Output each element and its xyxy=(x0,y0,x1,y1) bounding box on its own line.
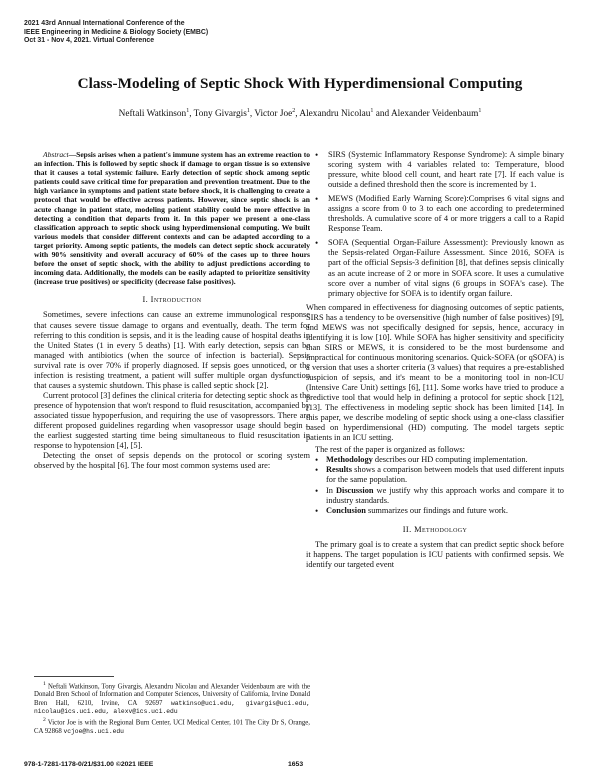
abstract-text: —Sepsis arises when a patient's immune system has an extreme reaction to an infection. This is followed by septic shock if damage to organ tissue is so extensive that it causes a total systemic failure. Early detection of septic shock among septic patients could save critical time for preparation and prevention treatment. Due to the high variance in symptoms and patient state before shock, it is challenging to create a protocol that would be effective across patients. However, since septic shock is an acute change in patient state, modeling patient stability could be more effective in detecting a condition that departs from it. In this paper we present a one-class classification approach to septic shock using hyperdimensional computing. We built various models that consider different contexts and can be adapted according to a target priority. Among septic patients, the models can detect septic shock accurately with 90% sensitivity and overall accuracy of 60% of the cases up to three hours before the onset of septic shock, with the ability to adjust predictions according to incoming data. Additionally, the models can be easily adapted to prioritize sensitivity (increase true positives) or specificity (decrease false positives). xyxy=(34,150,310,287)
author-affiliation-mark: 1 xyxy=(370,108,374,114)
section-number: I. xyxy=(142,295,149,305)
footnote-1 xyxy=(34,680,310,716)
footnote-2-email: vcjoe@hs.uci.edu xyxy=(63,727,124,735)
section-heading-introduction xyxy=(34,295,310,305)
author-affiliation-mark: 2 xyxy=(292,108,296,114)
list-item-prefix: In xyxy=(326,485,336,495)
footnote-divider xyxy=(34,676,114,677)
conference-line-3: Oct 31 - Nov 4, 2021. Virtual Conference xyxy=(24,37,155,45)
author-list: Neftali Watkinson$^1$, Tony Givargis$^1$, Victor Joe$^2$, Alexandru Nicolau$^1$ and Alexander Veidenbaum$^1$ xyxy=(118,108,482,120)
author-affiliation-mark: 1 xyxy=(246,108,250,114)
list-item xyxy=(306,506,564,516)
organization-intro: The rest of the paper is organized as follows: xyxy=(315,445,465,455)
conference-line-2: IEEE Engineering in Medicine & Biology Society (EMBC) xyxy=(24,28,209,36)
list-item-text: summarizes our findings and future work. xyxy=(365,505,508,515)
footnote-1-text: Neftali Watkinson, Tony Givargis, Alexandru Nicolau and Alexander Veidenbaum are with the Donald Bren School of Information and Computer Sciences, University of California, Irvine Donald Bren Hall, 6210, Irvine, CA 92697 xyxy=(34,683,310,707)
left-column xyxy=(34,150,310,471)
author-affiliation-mark: 1 xyxy=(478,108,482,114)
list-item-text: shows a comparison between models that used different inputs for the same population. xyxy=(326,465,564,485)
list-item-term: Conclusion xyxy=(326,505,366,515)
list-item-term: Methodology xyxy=(326,455,373,465)
author-conjunction: and xyxy=(375,109,390,120)
author-affiliation-mark: 1 xyxy=(186,108,190,114)
footnote-2-text: Victor Joe is with the Regional Burn Center, UCI Medical Center, 101 The City Dr S, Orange, CA 92868 xyxy=(34,719,310,735)
list-item-sirs: • SIRS (Systemic Inflammatory Response Syndrome): A simple binary scoring system with 4 variables related to: Temperature, blood pressure, white blood cell count, and heart rate [7]. If each value is outside a defined threshold then the score is incremented by 1. xyxy=(306,150,564,190)
section-number: II. xyxy=(402,524,412,534)
page-number: 1653 xyxy=(288,761,304,768)
list-item-sofa: • SOFA (Sequential Organ-Failure Assessment): Previously known as the Sepsis-related Organ-Failure Assessment. Since 2016, SOFA is part of the official Sepsis-3 definition [8], that defines sepsis clinically as an acute increase of 2 or more in SOFA score. It uses a cumulative score over a number of vital signs (6 groups in SOFA's case). The primary objective for SOFA is to identify organ failure. xyxy=(306,238,564,298)
section-heading-methodology xyxy=(306,525,564,535)
list-item xyxy=(306,486,564,506)
paper-title: Class-Modeling of Septic Shock With Hyperdimensional Computing xyxy=(77,75,523,92)
author-name: Alexander Veidenbaum xyxy=(390,109,479,120)
list-item xyxy=(306,455,564,465)
comparison-paragraph: When compared in effectiveness for diagnosing outcomes of septic patients, SIRS has a tendency to be oversensitive (high number of false positives) [9], and MEWS was not specifically designed for sepsis, hence, accuracy in identifying it is low [10]. While SOFA has higher sensitivity and specificity than SIRS or MEWS, it is considered to be the most burdensome and impractical for continuous monitoring scenarios. Quick-SOFA (or qSOFA) is a version that uses a shorter criteria (3 values) that requires a pre-established suspicion of sepsis, and it's meant to be a monitoring tool in non-ICU (Intensive Care Unit) settings [6], [11]. Some works have tried to produce a predictive tool that would help in defining a protocol for septic shock [12], [13]. The effectiveness in modeling septic shock has been limited [14]. In this paper, we describe modeling of septic shock using a one-class classifier based on hyperdimensional (HD) computing. The model targets septic patients in an ICU setting. xyxy=(306,302,564,443)
author-name: Alexandru Nicolau xyxy=(299,109,371,120)
scoring-systems-list xyxy=(306,150,564,299)
list-item-term: Results xyxy=(326,465,352,475)
section-title: Introduction xyxy=(150,295,202,305)
list-item-text: describes our HD computing implementation. xyxy=(372,455,528,465)
intro-paragraph-1: Sometimes, severe infections can cause an extreme immunological response that causes severe tissue damage to organs and eventually, death. The term for referring to this condition is sepsis, and it is the leading cause of hospital deaths in the United States (1 in every 5 deaths) [1]. With early detection, sepsis can be managed with antibiotics (when the source of infection is bacterial). Sepsis survival rate is over 70% if properly diagnosed. If sepsis goes unnoticed, or the infection is resisting treatment, a patient will suffer multiple organ dysfunction that causes a systemic shutdown. This phase is called septic shock [2]. xyxy=(34,310,310,390)
footnote-2 xyxy=(34,716,310,736)
abstract-lead: Abstract xyxy=(43,150,69,159)
footnotes xyxy=(34,680,310,736)
section-title: Methodology xyxy=(414,524,468,534)
abstract xyxy=(34,150,310,286)
footnote-mark: 2 xyxy=(43,717,46,724)
organization-list xyxy=(306,455,564,515)
author-name: Neftali Watkinson xyxy=(118,109,187,120)
list-item xyxy=(306,465,564,485)
list-item-mews: • MEWS (Modified Early Warning Score):Comprises 6 vital signs and assigns a score from 0 to 3 to each one according to predetermined thresholds. A cumulative score of 4 or more triggers a call to a Rapid Response Team. xyxy=(306,194,564,234)
footer-copyright: 978-1-7281-1178-0/21/$31.00 ©2021 IEEE xyxy=(24,761,154,768)
list-item-term: Discussion xyxy=(335,485,374,495)
methodology-paragraph-1: The primary goal is to create a system that can predict septic shock before it happens. The target population is ICU patients with confirmed sepsis. We identify our targeted event xyxy=(306,539,564,569)
intro-paragraph-3: Detecting the onset of sepsis depends on the protocol or scoring system observed by the hospital [6]. The four most common systems used are: xyxy=(34,451,310,471)
intro-paragraph-2: Current protocol [3] defines the clinical criteria for detecting septic shock as the presence of hypotension that won't respond to fluid resuscitation, accompanied by associated tissue hypoperfusion, and requiring the use of vasopressors. There are different proposed guidelines regarding when vasopressor usage should begin – the earliest suggested starting time being simultaneous to fluid resuscitation in response to hypotension [4], [5]. xyxy=(34,390,310,451)
conference-line-1: 2021 43rd Annual International Conference of the xyxy=(24,20,185,27)
author-name: Victor Joe xyxy=(254,109,293,120)
author-name: Tony Givargis xyxy=(193,109,247,120)
conference-header xyxy=(24,20,324,46)
footnote-mark: 1 xyxy=(43,681,46,687)
list-item-text: we justify why this approach works and compare it to industry standards. xyxy=(326,485,564,505)
right-column xyxy=(306,150,564,570)
footnote-1-emails: watkinso@uci.edu, givargis@uci.edu, nicolau@ics.uci.edu, alexv@ics.uci.edu xyxy=(34,699,310,715)
